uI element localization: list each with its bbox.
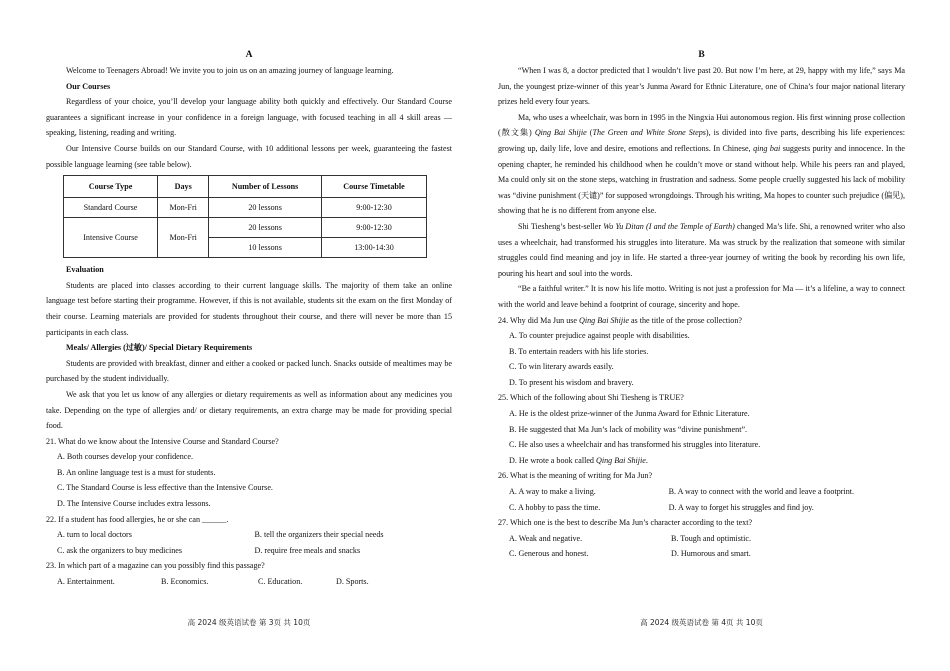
option-25b: B. He suggested that Ma Jun’s lack of mobility was “divine punishment”.: [509, 424, 748, 434]
option-27b: B. Tough and optimistic.: [671, 533, 751, 543]
table-cell: 20 lessons: [209, 198, 322, 218]
option-21b: B. An online language test is a must for students.: [57, 467, 216, 477]
courses-heading: Our Courses: [66, 81, 111, 91]
table-row: [64, 198, 427, 218]
table-header-timetable: Course Timetable: [321, 176, 426, 198]
option-26d: D. A way to forget his struggles and find joy.: [668, 502, 814, 512]
text-span: ), is divided into five parts, describing his life experiences: growing up, daily life, love and desire, emotions and reflections. In Chinese,: [498, 128, 906, 153]
option-25a: A. He is the oldest prize-winner of the Junma Award for Ethnic Literature.: [509, 409, 750, 419]
question-24: [498, 313, 905, 329]
option-23b: B. Economics.: [161, 577, 209, 587]
option-26b: B. A way to connect with the world and leave a footprint.: [668, 487, 855, 497]
option-23c: C. Education.: [258, 577, 303, 587]
intro-paragraph: Welcome to Teenagers Abroad! We invite you to join us on an amazing journey of language learning.: [66, 66, 394, 75]
question-25: 25. Which of the following about Shi Tiesheng is TRUE?: [498, 393, 684, 403]
question-21: 21. What do we know about the Intensive Course and Standard Course?: [46, 436, 279, 446]
table-cell: Mon-Fri: [158, 218, 209, 258]
option-21d: D. The Intensive Course includes extra lessons.: [57, 499, 211, 509]
text-span: as the title of the prose collection?: [628, 315, 742, 325]
text-span: changed Ma’s life. Shi, a renowned writer who also uses a wheelchair, had transformed his struggles into literature. Ma was struck by the realization that someone with similar struggles could find meaning and joy in life. He started a three-year journey of writing the book by recording his own life, pouring his heart and soul into the words.: [498, 221, 905, 278]
table-cell: 9:00-12:30: [321, 218, 426, 238]
question-26: 26. What is the meaning of writing for Ma Jun?: [498, 471, 653, 481]
table-cell: Intensive Course: [64, 218, 158, 258]
option-27a: A. Weak and negative.: [509, 533, 583, 543]
option-24b: B. To entertain readers with his life stories.: [509, 346, 649, 356]
table-cell: 13:00-14:30: [321, 238, 426, 258]
table-header-course-type: Course Type: [64, 176, 158, 198]
option-24a: A. To counter prejudice against people with disabilities.: [509, 331, 690, 341]
text-span: Ma, who uses a wheelchair, was born in 1995 in the Ningxia Hui autonomous region. His first winning prose collection (散文集): [498, 112, 905, 138]
passage-a: [46, 63, 452, 590]
options-23-row: [46, 574, 452, 590]
option-21c: C. The Standard Course is less effective than the Intensive Course.: [57, 483, 273, 493]
options-22-row-2: [46, 543, 452, 559]
option-27c: C. Generous and honest.: [509, 549, 589, 559]
text-span: 24. Why did Ma Jun use: [498, 315, 580, 325]
option-21a: A. Both courses develop your confidence.: [57, 452, 193, 462]
option-26a: A. A way to make a living.: [509, 487, 596, 497]
text-span: Shi Tiesheng’s best-seller: [518, 221, 604, 231]
option-24c: C. To win literary awards easily.: [509, 362, 614, 372]
table-cell: Standard Course: [64, 198, 158, 218]
page-footer: 高 2024 级英语试卷 第 3页 共 10页: [187, 618, 311, 627]
option-26c: C. A hobby to pass the time.: [509, 502, 601, 512]
passage-b-paragraph-3: [498, 219, 905, 281]
course-table: [63, 175, 427, 258]
table-row: [64, 218, 427, 238]
table-cell: 20 lessons: [209, 218, 322, 238]
options-22-row-1: [46, 527, 452, 543]
courses-paragraph-1: Regardless of your choice, you’ll develop your language ability both quickly and effectively. Our Standard Course guarantees a significant increase in your confidence in a foreign language, with focused teaching in all 4 skill areas — speaking, listening, reading and writing.: [46, 97, 452, 138]
section-b-title: B: [698, 50, 705, 60]
question-27: 27. Which one is the best to describe Ma Jun’s character according to the text?: [498, 518, 753, 528]
option-22b: B. tell the organizers their special needs: [254, 530, 384, 540]
option-23a: A. Entertainment.: [57, 577, 115, 587]
passage-b: [498, 63, 905, 562]
evaluation-paragraph: Students are placed into classes according to their current language skills. The majority of them take an online language test before starting their programme. However, if this is not available, students sit the exam on the first Monday of their course. Learning materials are provided for students throughout their course, and there will never be more than 15 participants in each class.: [46, 280, 452, 337]
book-title: Qing Bai Shijie: [534, 128, 587, 138]
options-26-row-2: [498, 500, 905, 516]
meals-paragraph-1: Students are provided with breakfast, dinner and either a cooked or packed lunch. Snacks outside of mealtimes may be purchased by the student individually.: [46, 358, 452, 384]
table-cell: 10 lessons: [209, 238, 322, 258]
page-footer: 高 2024 级英语试卷 第 4页 共 10页: [640, 618, 763, 627]
text-span: suggests purity and innocence. In the opening chapter, he reminded his childhood when he couldn’t move or stand without help. While his peers ran and played, Ma could only sit on the stone steps, watching in frustration and sadness. Some people cruelly suggested his lack of mobility was “divine punishment (天谴)” for supposed wrongdoings. Through his writing, Ma hopes to counter such prejudice (偏见), showing that he is no different from anyone else.: [498, 143, 905, 216]
meals-heading: Meals/ Allergies (过敏)/ Special Dietary Requirements: [66, 343, 253, 353]
options-26-row-1: [498, 484, 905, 500]
text-span: .: [645, 455, 648, 465]
courses-paragraph-2: Our Intensive Course builds on our Standard Course, with 10 additional lessons per week, guaranteeing the fastest possible language learning (see table below).: [46, 143, 452, 169]
options-27-row-2: [498, 546, 905, 562]
option-25c: C. He also uses a wheelchair and has transformed his struggles into literature.: [509, 440, 761, 450]
option-24d: D. To present his wisdom and bravery.: [509, 377, 634, 387]
question-22: 22. If a student has food allergies, he or she can ______.: [46, 514, 229, 524]
table-cell: Mon-Fri: [158, 198, 209, 218]
table-header-days: Days: [158, 176, 209, 198]
term: qing bai: [753, 143, 781, 153]
option-22c: C. ask the organizers to buy medicines: [57, 545, 183, 555]
option-22a: A. turn to local doctors: [57, 530, 132, 540]
option-25d: [498, 453, 905, 469]
book-title-english: The Green and White Stone Steps: [592, 128, 706, 138]
passage-b-paragraph-2: [498, 110, 905, 219]
options-27-row-1: [498, 531, 905, 547]
option-23d: D. Sports.: [336, 577, 369, 587]
section-a-title: A: [245, 50, 253, 60]
book-title: Qing Bai Shijie: [579, 315, 629, 325]
option-27d: D. Humorous and smart.: [671, 549, 751, 559]
text-span: D. He wrote a book called: [509, 455, 596, 465]
passage-b-paragraph-4: “Be a faithful writer.” It is now his life motto. Writing is not just a profession for Ma — it’s a lifeline, a way to connect with the world and leave behind a footprint of courage, sincerity and hope.: [498, 284, 905, 309]
question-23: 23. In which part of a magazine can you possibly find this passage?: [46, 561, 265, 571]
meals-paragraph-2: We ask that you let us know of any allergies or dietary requirements as well as information about any medicines you take. Depending on the type of allergies and/ or dietary requirements, an extra charge may be made for providing special food.: [46, 389, 452, 431]
evaluation-heading: Evaluation: [66, 265, 104, 275]
book-title: Qing Bai Shijie: [595, 455, 646, 465]
table-header-lessons: Number of Lessons: [209, 176, 322, 198]
option-22d: D. require free meals and snacks: [254, 545, 361, 555]
text-span: (: [586, 128, 593, 138]
passage-b-paragraph-1: “When I was 8, a doctor predicted that I wouldn’t live past 20. But now I’m here, at 29, happy with my life,” says Ma Jun, the youngest prize-winner of this year’s Junma Award for Ethnic Literature, one of China’s four major national literary prizes held every four years.: [498, 66, 905, 107]
book-title: Wo Yu Ditan (I and the Temple of Earth): [603, 221, 735, 231]
table-cell: 9:00-12:30: [321, 198, 426, 218]
